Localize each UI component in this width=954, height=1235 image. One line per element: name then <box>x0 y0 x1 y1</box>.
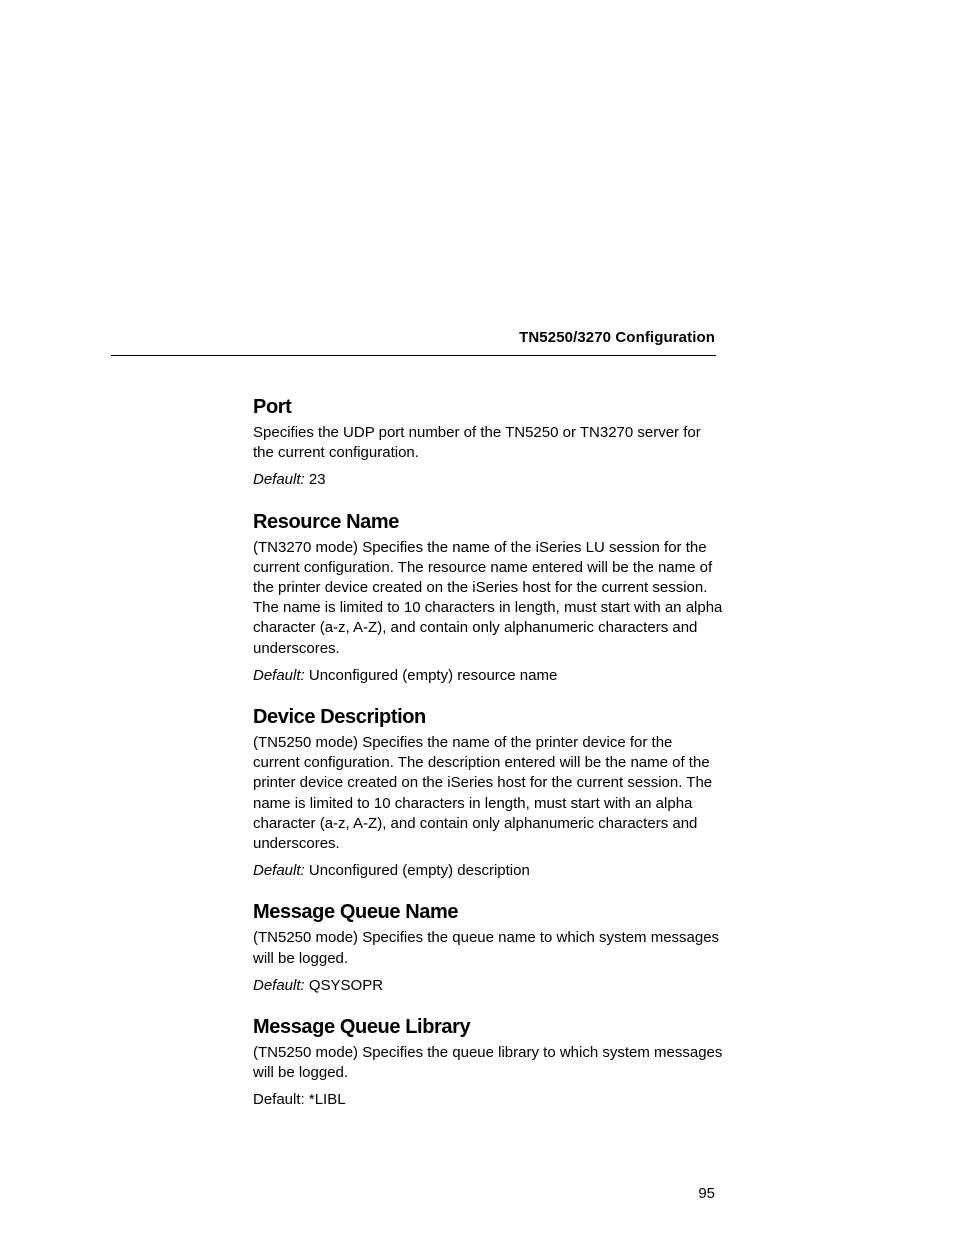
section-resource-name <box>253 509 723 686</box>
default-line <box>253 976 723 996</box>
default-value: 23 <box>304 471 326 489</box>
section-body: (TN5250 mode) Specifies the queue name to which system messages will be logged. <box>253 929 720 967</box>
section-port <box>253 394 723 491</box>
default-value: QSYSOPR <box>304 976 384 994</box>
default-value: Unconfigured (empty) description <box>304 862 530 880</box>
section-message-queue-library <box>253 1014 723 1111</box>
section-heading: Resource Name <box>253 510 399 533</box>
section-heading: Device Description <box>253 706 426 729</box>
section-body: (TN5250 mode) Specifies the name of the printer device for the current configuration. The description entered will be the name of the printer device created on the iSeries host for the current session. The name is limited to 10 characters in length, must start with an alpha character (a-z, A-Z), and contain only alphanumeric characters and underscores. <box>253 734 713 853</box>
default-line <box>253 666 723 686</box>
section-heading: Port <box>253 396 292 418</box>
default-label: Default: <box>253 976 305 994</box>
default-line <box>253 470 723 490</box>
section-device-description <box>253 704 723 881</box>
default-label: Default: <box>253 471 305 489</box>
section-message-queue-name <box>253 899 723 996</box>
page-content <box>253 394 723 1111</box>
section-heading: Message Queue Library <box>253 1016 471 1039</box>
section-body: (TN5250 mode) Specifies the queue library to which system messages will be logged. <box>253 1044 723 1082</box>
section-body: (TN3270 mode) Specifies the name of the iSeries LU session for the current configuration. The resource name entered will be the name of the printer device created on the iSeries host for the current session. The name is limited to 10 characters in length, must start with an alpha character (a-z, A-Z), and contain only alphanumeric characters and underscores. <box>253 538 723 657</box>
default-label: Default: <box>253 666 305 684</box>
default-line <box>253 861 723 881</box>
header-rule <box>111 355 716 356</box>
page-number: 95 <box>698 1185 715 1202</box>
section-body: Specifies the UDP port number of the TN5250 or TN3270 server for the current configuration. <box>253 424 701 462</box>
running-header-title: TN5250/3270 Configuration <box>519 329 715 346</box>
default-value: Unconfigured (empty) resource name <box>304 666 558 684</box>
section-heading: Message Queue Name <box>253 901 459 924</box>
default-line: Default: *LIBL <box>253 1091 346 1109</box>
default-label: Default: <box>253 862 305 880</box>
